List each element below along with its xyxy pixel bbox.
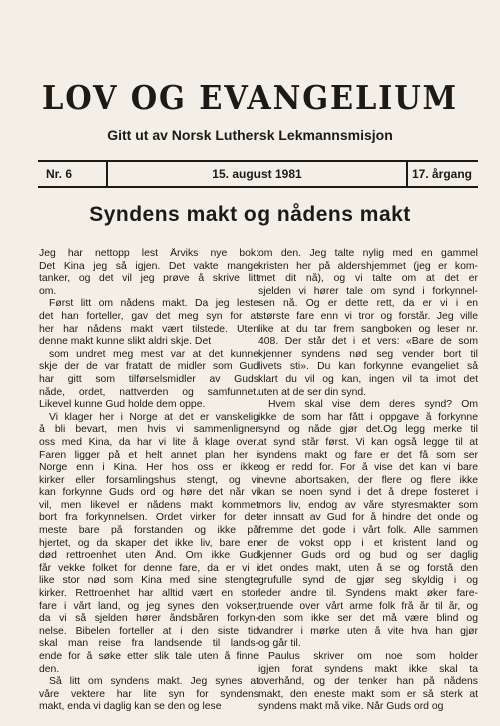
article-line: denne makt kunne slikt aldri skje. Det (39, 336, 212, 348)
article-line: sen nå. Og er dette rett, da er vi i en (258, 298, 478, 310)
article-line: her har nådens makt vært tilstede. Uten (39, 323, 259, 335)
article-line: kjenner Guds ord og bud og ser daglig (258, 550, 478, 562)
article-line: uten at de ser din synd. (258, 386, 367, 398)
article-line: ende for å søke etter slik tale uten å finne (39, 651, 259, 662)
article-line: syndens makt må vike. Når Guds ord og (258, 701, 444, 713)
article-line: leder andre til. Syndens makt øker fare- (258, 588, 478, 600)
article-line: hjertet, og da skaper det ikke liv, bare en (39, 537, 259, 549)
article-line: om. (39, 285, 57, 297)
article-line: makt, den eneste makt som er så sterk at (258, 688, 478, 700)
issue-volume: 17. årgang (406, 162, 478, 186)
article-line: er de vokst opp i et kristent land og (258, 537, 478, 549)
article-line: Jeg har nettopp lest Årviks nye bok: (39, 248, 259, 259)
article-line: kirker. Rettroenhet har alltid vært en stor (39, 588, 259, 600)
article-line: skal man reise fra landsende til lands- (39, 638, 259, 650)
article-line: Først litt om nådens makt. Da jeg leste (49, 298, 259, 310)
article-left-column (39, 248, 259, 714)
article-line: det ondes makt, uten å se og forstå den (258, 562, 478, 574)
article-line: makt, enda vi daglig kan se den og lese (39, 701, 222, 713)
article-line: om den. Jeg talte nylig med en gammel (258, 248, 478, 259)
article-line: vil, men likevel er nådens makt kommet (39, 499, 259, 511)
article-line: ikke de som har fått i oppgave å forkynne (258, 411, 478, 423)
issue-number: Nr. 6 (38, 162, 108, 186)
article-line: Det Kina jeg så igjen. Det vakte mange (39, 260, 259, 272)
masthead-subtitle: Gitt ut av Norsk Luthersk Lekmannsmisjon (107, 127, 393, 143)
article-line: Vi klager her i Norge at det er vanskelig (49, 411, 259, 423)
article-line: den som ikke ser det må være blind og (258, 613, 478, 625)
article-line: Paulus skriver om noe som holder (268, 651, 478, 662)
article-line: skje der de var fratatt de midler som Gud (39, 361, 259, 373)
article-line: at synd står først. Vi kan også legge til at (258, 436, 478, 448)
article-line: met dit nå), og vi talte om at det er (258, 273, 478, 285)
article-line: nevne abortsaken, der flere og flere ikke (258, 474, 478, 486)
article-line: Norge enn i Kina. Her hos oss er ikke (39, 462, 259, 474)
article-line: og er redd for. For å vise det kan vi bare (258, 462, 478, 474)
article-line: våre vektere har lite syn for syndens (39, 688, 259, 700)
article-line: får vekke folket for denne fare, da er vi i (39, 562, 259, 574)
article-line: meste bare på forstanden og ikke på (39, 525, 259, 537)
article-line: har gitt som tilførselsmidler av Guds (39, 373, 259, 385)
article-line: sjelden vi hører tale om synd i forkynnel- (258, 285, 478, 297)
article-line: nåde, ordet, nattverden og samfunnet. (39, 386, 259, 398)
article-line: som undret meg mest var at det kunne (49, 348, 259, 360)
article-line: fremme det gode i vårt folk. Alle sammen (258, 525, 478, 537)
issue-date: 15. august 1981 (212, 167, 302, 181)
article-line: kristen her på aldershjemmet (jeg er kom- (258, 260, 478, 272)
article-line: kirker eller forsamlingshus stengt, og vi (39, 474, 259, 486)
article-line: Så litt om syndens makt. Jeg synes at (49, 676, 259, 688)
article-line: Faren ligger på et helt annet plan her i (39, 449, 259, 461)
article-line: død rettroenhet uten Ånd. Om ikke Gud (39, 550, 259, 562)
article-line: Likevel kunne Gud holde dem oppe. (39, 399, 206, 411)
article-line: er innsatt av Gud for å hindre det onde og (258, 512, 478, 524)
article-line: synd og nåde gjør det.Og legg merke til (258, 424, 478, 436)
article-line: kan se noen synd i det å drepe fosteret i (258, 487, 478, 499)
article-line: oss med Kina, da har vi lite å klage over. (39, 436, 259, 448)
article-line: nelse. Bibelen forteller at i den siste tid (39, 625, 259, 637)
article-line: bort fra forkynnelsen. Ordet virker for det (39, 512, 259, 524)
article-line: fare i vårt land, og jeg synes den vokser, (39, 600, 259, 612)
article-line: syndens makt og fare er det få som ser (258, 449, 478, 461)
article-line: like at du tar frem sangboken og leser nr. (258, 323, 478, 335)
article-line: 408. Der står det i et vers: «Bare de som (258, 336, 478, 348)
article-line: vandrer i mørke uten å vite hva han gjør (258, 625, 478, 637)
article-line: den. (39, 663, 60, 675)
masthead-title: LOV OG EVANGELIUM (42, 78, 458, 117)
article-line: igjen forat syndens makt ikke skal ta (258, 663, 478, 675)
article-line: tanker, og det vil jeg prøve å skrive litt (39, 273, 259, 285)
article-line: grufulle synd de gjør seg skyldig i og (258, 575, 478, 587)
article-line: det han forteller, gav det meg syn for at (39, 310, 259, 322)
article-title: Syndens makt og nådens makt (89, 203, 411, 226)
article-line: overhånd, og der tenker han på nådens (258, 676, 478, 688)
article-line: kan forkynne Guds ord og høre det når vi (39, 487, 259, 499)
article-line: mors liv, endog av våre styresmakter som (258, 499, 478, 511)
article-line: truende over vårt arme folk frå år til år, og (258, 600, 478, 612)
article-line: å bli bevart, men hvis vi sammenligner (39, 424, 259, 436)
article-line: klart du vil og kan, ingen vil ta imot det (258, 373, 478, 385)
article-line: da vi så sjelden hører åndsbåren forkyn- (39, 613, 259, 625)
article-line: like stor nød som Kina med sine stengte (39, 575, 259, 587)
article-line: livets sti». Du kan forkynne evangeliet så (258, 361, 478, 373)
article-line: største fare enn vi tror og forstår. Jeg ville (258, 310, 478, 322)
article-line: og går til. (258, 638, 301, 650)
issue-info-bar (38, 160, 478, 188)
article-right-column (258, 248, 478, 714)
article-line: kjenner syndens nød seg vender bort til (258, 348, 478, 360)
article-line: Hvem skal vise dem deres synd? Om (268, 399, 478, 411)
